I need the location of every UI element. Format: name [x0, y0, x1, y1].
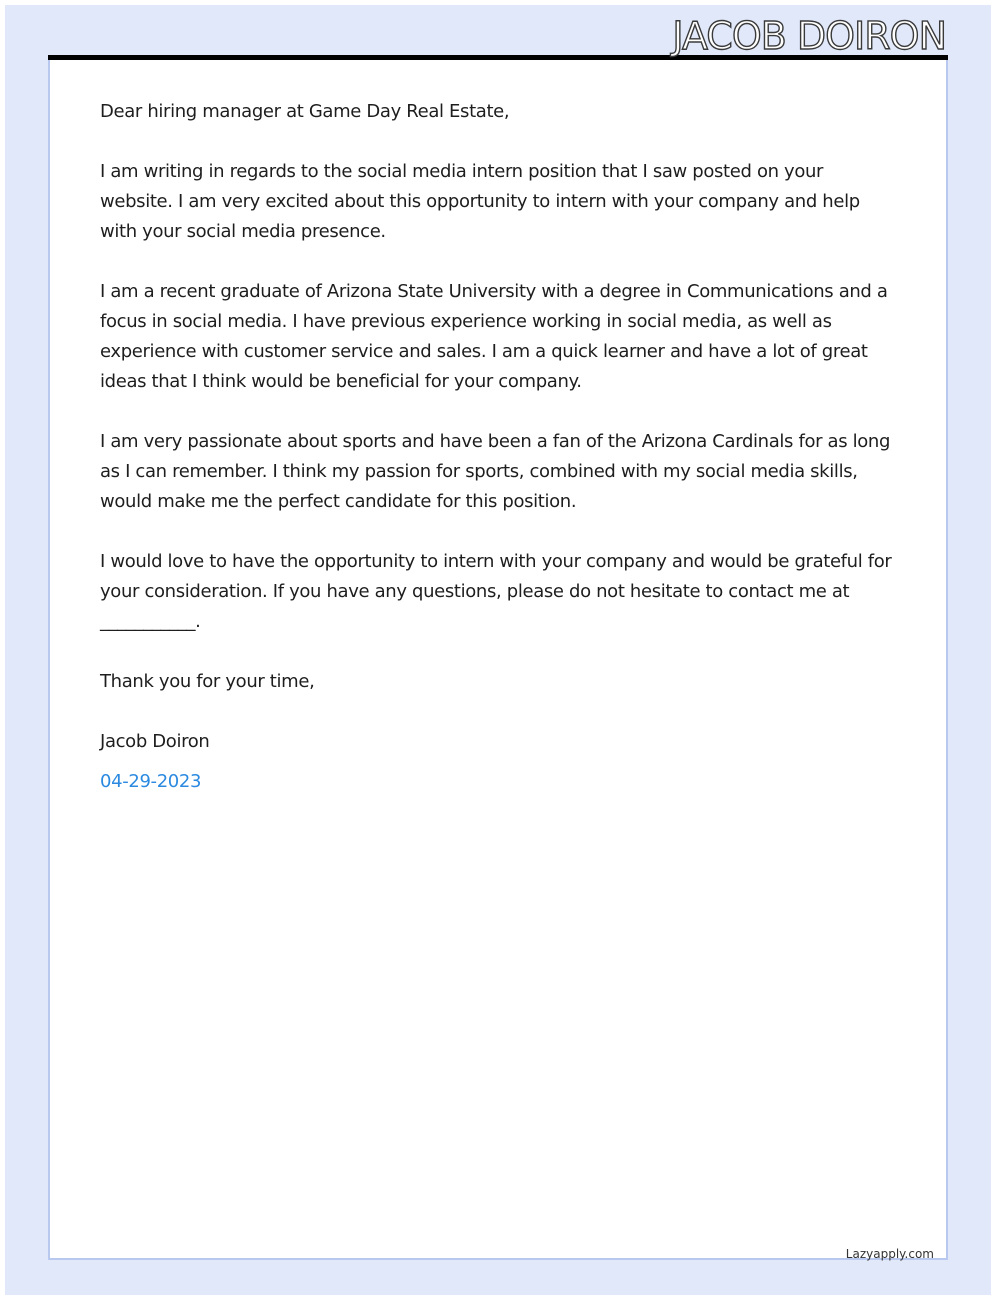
letter-signature: Jacob Doiron [100, 731, 210, 752]
letter-salutation: Dear hiring manager at Game Day Real Estate, [100, 101, 510, 122]
letter-date: 04-29-2023 [100, 771, 202, 792]
letter-paragraph: I am very passionate about sports and have been a fan of the Arizona Cardinals for as long as I can remember. I think my passion for sports, combined with my social media skills, would make me the perfect candidate for this position. [100, 431, 891, 512]
footer-credit: Lazyapply.com [845, 1247, 934, 1261]
cover-letter-body [100, 97, 892, 797]
letter-paragraph: I would love to have the opportunity to intern with your company and would be grateful for your consideration. If you have any questions, please do not hesitate to contact me at ___________. [100, 551, 892, 632]
letter-closing: Thank you for your time, [100, 671, 315, 692]
applicant-name-heading: JACOB DOIRON [672, 14, 946, 58]
letter-paragraph: I am writing in regards to the social media intern position that I saw posted on your website. I am very excited about this opportunity to intern with your company and help with your social media presence. [100, 161, 860, 242]
letter-paragraph: I am a recent graduate of Arizona State University with a degree in Communications and a focus in social media. I have previous experience working in social media, as well as experience with customer service and sales. I am a quick learner and have a lot of great ideas that I think would be beneficial for your company. [100, 281, 888, 392]
